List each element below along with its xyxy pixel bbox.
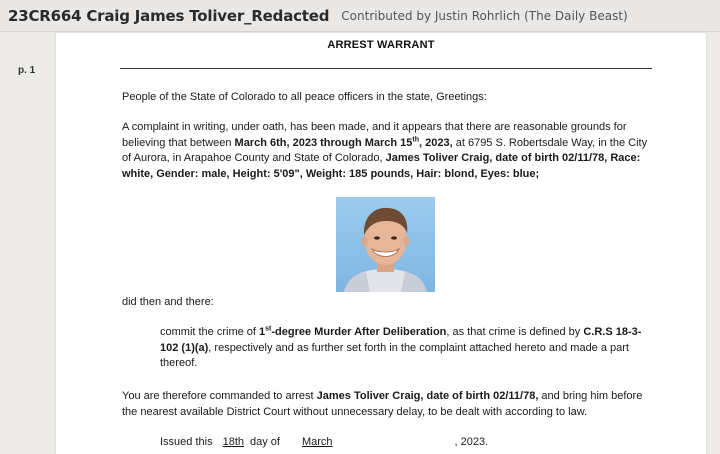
greeting-paragraph: People of the State of Colorado to all peace officers in the state, Greetings: (122, 91, 487, 103)
degree-number: 1 (259, 326, 266, 338)
heading-divider (120, 68, 652, 69)
complaint-paragraph (122, 120, 654, 182)
command-paragraph (122, 389, 656, 420)
command-text-2: and bring him before the nearest available District Court without unnecessary delay, to be dealt with according to law. (122, 390, 643, 418)
issued-day-of: day of (250, 436, 280, 448)
document-page (56, 33, 706, 454)
command-text: You are therefore commanded to arrest (122, 390, 317, 402)
issued-day-field (213, 436, 250, 448)
suspect-details: James Toliver Craig, date of birth 02/11/78, Race: white, Gender: male, Height: 5'09", Weight: 185 pounds, Hair: blond, Eyes: blue; (122, 152, 641, 180)
issued-prefix: Issued this (160, 436, 213, 448)
issued-month: March (301, 436, 333, 448)
issued-line (160, 435, 488, 451)
issued-day: 18th (222, 436, 245, 448)
issued-year: , 2023. (454, 436, 489, 448)
statute-reference: C.R.S 18-3-102 (1)(a) (160, 326, 642, 354)
issued-month-field (284, 436, 455, 448)
did-then-text: did then and there: (122, 296, 214, 308)
contributor-credit[interactable]: Contributed by Justin Rohrlich (The Daily Beast) (341, 8, 628, 23)
document-header (0, 0, 720, 32)
page-number-label[interactable]: p. 1 (18, 65, 36, 76)
ordinal-suffix: th (412, 135, 420, 143)
location-text: at 6795 S. Robertsdale Way, in the City of Aurora, in Arapahoe County and State of Colorado, (122, 136, 648, 164)
charge-text-3: , respectively and as further set forth in the complaint attached hereto and made a part thereof. (160, 341, 629, 369)
document-title[interactable]: 23CR664 Craig James Toliver_Redacted (8, 6, 330, 25)
offense-date-year: , 2023, (419, 136, 453, 149)
offense-date-range: March 6th, 2023 through March 15 (234, 136, 413, 149)
crime-name: -degree Murder After Deliberation (271, 326, 447, 338)
charge-text: commit the crime of (160, 326, 260, 338)
charge-text-2: , as that crime is defined by (446, 326, 584, 338)
complaint-text: A complaint in writing, under oath, has been made, and it appears that there are reasonable grounds for believing that between (122, 121, 627, 149)
suspect-photo (336, 197, 435, 292)
warrant-heading: ARREST WARRANT (327, 39, 435, 51)
degree-suffix: st (265, 325, 272, 333)
suspect-name-dob: James Toliver Craig, date of birth 02/11/78, (316, 390, 539, 402)
charge-paragraph (160, 325, 650, 372)
